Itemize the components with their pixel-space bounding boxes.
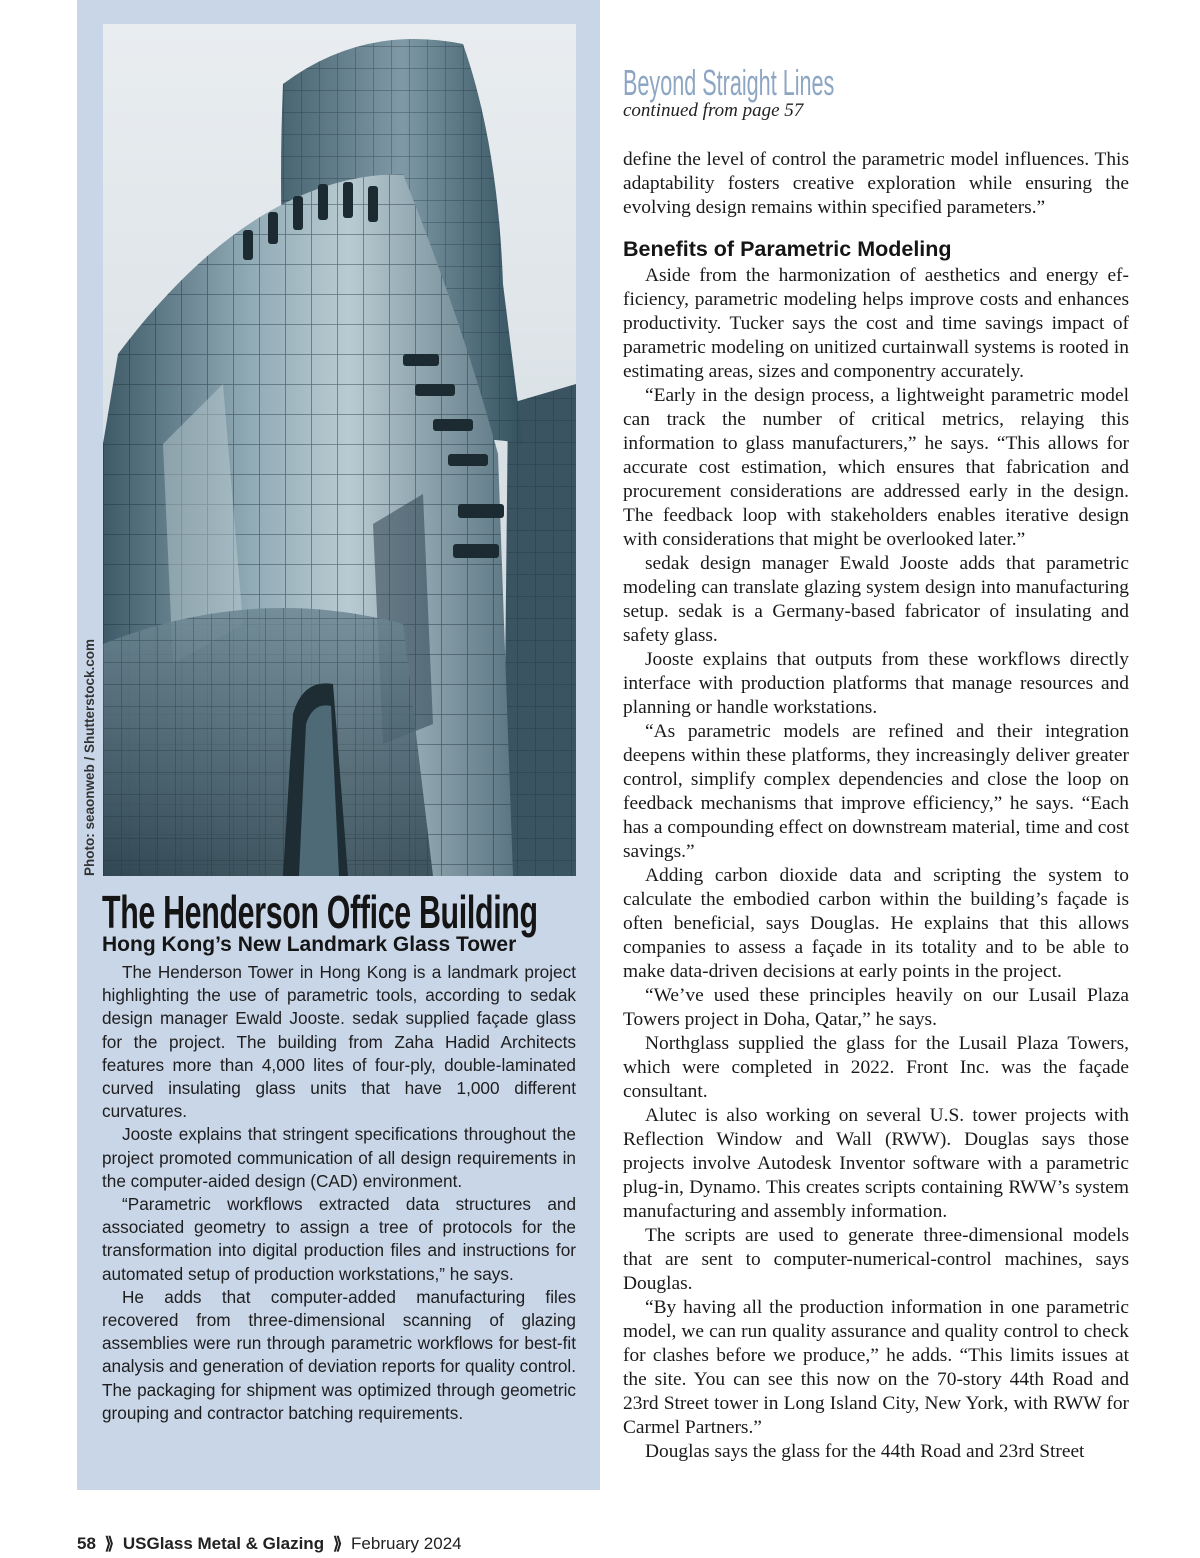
article-paragraph: Aside from the harmonization of aesthetics and energy efficiency, parametric modeling helps improve costs and enhances productivity. Tucker says the cost and time savings impact of parametric modeling on unitized curtainwall systems is rooted in estimating areas, sizes and componentry accurately.	[623, 265, 1129, 382]
article-body	[623, 148, 1129, 1464]
article-paragraph: The scripts are used to generate three-dimensional models that are sent to computer-numerical-control machines, says Douglas.	[623, 1225, 1129, 1294]
article-paragraph: sedak design manager Ewald Jooste adds that parametric modeling can translate glazing system design into manufacturing setup. sedak is a Germany-based fabricator of insulating and safety glass.	[623, 553, 1129, 646]
article-paragraph: Adding carbon dioxide data and scripting the system to calculate the embodied carbon within the building’s façade is often beneficial, says Douglas. He explains that this allows companies to assess a façade in its totality and to be able to make data-driven decisions at early points in the project.	[623, 865, 1129, 982]
photo-credit: Photo: seaonweb / Shutterstock.com	[82, 638, 97, 876]
page-number: 58	[77, 1534, 96, 1553]
sidebar-paragraph: “Parametric workflows extracted data structures and associated geometry to assign a tree of protocols for the transformation into digital production files and instructions for automated setup of production workstations,” he says.	[102, 1194, 576, 1284]
sidebar-title: The Henderson Office Building	[102, 886, 538, 938]
issue-date: February 2024	[351, 1534, 462, 1553]
sidebar-paragraph: The Henderson Tower in Hong Kong is a landmark project highlighting the use of parametric tools, according to sedak design manager Ewald Jooste. sedak supplied façade glass for the project. The building from Zaha Hadid Architects features more than 4,000 lites of four-ply, double-laminated curved insulating glass units that have 1,000 different curvatures.	[102, 962, 576, 1122]
article-header: Beyond Straight Lines	[623, 62, 835, 103]
footer-separator: ⟫	[332, 1534, 343, 1553]
sidebar-paragraph: He adds that computer-added manufacturing files recovered from three-dimensional scanning of glazing assemblies were run through parametric workflows for best-fit analysis and generation of deviation reports for quality control. The packaging for shipment was optimized through geometric grouping and contractor batching requirements.	[102, 1286, 576, 1423]
article-paragraph: “We’ve used these principles heavily on our Lusail Plaza Towers project in Doha, Qatar,” he says.	[623, 985, 1129, 1030]
article-paragraph: Alutec is also working on several U.S. tower projects with Reflection Window and Wall (RWW). Douglas says those projects involve Autodesk Inventor software with a parametric plug-in, Dynamo. This creates scripts containing RWW’s system manufacturing and assembly information.	[623, 1105, 1129, 1222]
page-footer	[77, 1533, 462, 1555]
article-paragraph: “As parametric models are refined and their integration deepens within these platforms, they increasingly deliver greater control, simplify complex dependencies and close the loop on feedback mechanisms that improve efficiency,” he says. “Each has a compounding effect on downstream material, time and cost savings.”	[623, 721, 1129, 862]
article-paragraph: “Early in the design process, a lightweight parametric model can track the number of critical metrics, relaying this information to glass manufacturers,” he says. “This allows for accurate cost estimation, which ensures that fabrication and procurement considerations are addressed early in the design. The feedback loop with stakeholders enables iterative design with considerations that might be overlooked later.”	[623, 385, 1129, 550]
magazine-name: USGlass Metal & Glazing	[122, 1534, 325, 1553]
section-heading: Benefits of Parametric Modeling	[623, 237, 952, 261]
sidebar-body	[102, 961, 576, 1425]
article-paragraph: “By having all the production information in one parametric model, we can run quality assurance and quality control to check for clashes before we produce,” he adds. “This limits issues at the site. You can see this now on the 70-story 44th Road and 23rd Street tower in Long Island City, New York, with RWW for Carmel Partners.”	[623, 1297, 1129, 1438]
article-lead: define the level of control the parametric model influences. This adaptability fosters creative exploration while ensuring the evolving design remains within specified parameters.”	[623, 149, 1129, 218]
article-paragraph: Jooste explains that outputs from these workflows directly interface with production platforms that manage resources and planning or handle workstations.	[623, 649, 1129, 718]
continued-note: continued from page 57	[623, 100, 804, 121]
sidebar-subtitle: Hong Kong’s New Landmark Glass Tower	[102, 933, 517, 956]
glass-tower-photo	[103, 24, 576, 876]
article-paragraph: Douglas says the glass for the 44th Road and 23rd Street	[645, 1441, 1085, 1462]
sidebar-paragraph: Jooste explains that stringent specifications throughout the project promoted communication of all design requirements in the computer-aided design (CAD) environment.	[102, 1124, 576, 1191]
article-paragraph: Northglass supplied the glass for the Lusail Plaza Towers, which were completed in 2022. Front Inc. was the façade consultant.	[623, 1033, 1129, 1102]
footer-separator: ⟫	[104, 1534, 115, 1553]
